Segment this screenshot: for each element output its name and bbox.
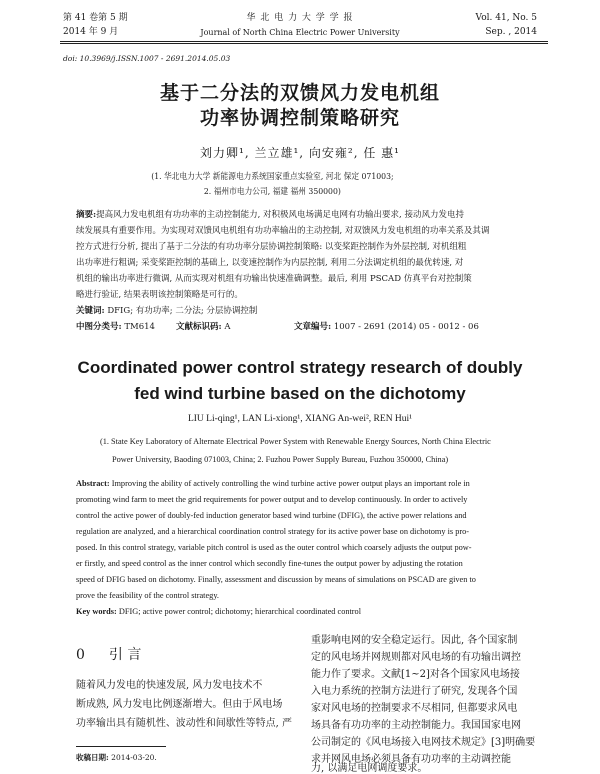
body-left-line2: 断成熟, 风力发电比例逐渐增大。但由于风电场 (76, 699, 283, 710)
abstract-en-line7: speed of DFIG based on dichotomy. Finally, assessment and discussion by means of simulations on PSCAD are given to (76, 575, 476, 584)
header-rule-bottom (60, 43, 548, 44)
body-left-line1: 随着风力发电的快速发展, 风力发电技术不 (76, 680, 263, 691)
keywords-cn: 关键词: DFIG; 有功功率; 二分法; 分层协调控制 (76, 306, 258, 316)
header-date-en: Sep. , 2014 (485, 27, 537, 37)
abstract-en-line1: Abstract: Improving the ability of actively controlling the wind turbine active power output plays an important role in (76, 479, 470, 488)
body-right-line6: 场具备有功功率的主动控制能力。我国国家电网 (311, 720, 521, 731)
abstract-cn-line6: 略进行验证, 结果表明该控制策略是可行的。 (76, 290, 243, 300)
body-right-line5: 家对风电场的控制要求不尽相同, 但都要求风电 (311, 703, 518, 714)
abstract-cn-label: 摘要: (76, 210, 97, 220)
authors-cn: 刘力卿¹, 兰立雄¹, 向安雍², 任 惠¹ (200, 146, 400, 160)
body-right-line8: 求并网风电场必须具备有功功率的主动调控能 (311, 754, 511, 765)
section-heading: 0 引 言 (76, 647, 142, 663)
header-volume: 第 41 卷第 5 期 (63, 13, 128, 23)
header-date: 2014 年 9 月 (63, 27, 119, 37)
abstract-cn-line4: 出功率进行粗调; 采变桨距控制的基础上, 以变速控制作为内层控制, 利用二分法调定机组的最优转速, 对 (76, 258, 464, 268)
abstract-en-line8: prove the feasibility of the control strategy. (76, 591, 219, 600)
body-right-line7: 公司制定的《风电场接入电网技术规定》[3]明确要 (311, 737, 536, 748)
title-cn-line2: 功率协调控制策略研究 (199, 107, 400, 129)
header-rule-top (60, 41, 548, 42)
affiliation-en-line2: Power University, Baoding 071003, China; 2. Fuzhou Power Supply Bureau, Fuzhou 350000, China) (112, 455, 449, 464)
title-en-line2: fed wind turbine based on the dichotomy (134, 384, 466, 403)
abstract-cn-line5: 机组的输出功率进行微调, 从而实现对机组有功输出快速准确调整。最后, 利用 PSCAD 仿真平台对控制策 (76, 274, 472, 284)
abstract-cn-line1: 摘要:提高风力发电机组有功功率的主动控制能力, 对积极风电场满足电网有功输出要求, 接动风力发电持 (76, 210, 464, 220)
body-right-line2: 定的风电场并网规则都对风电场的有功输出调控 (311, 652, 521, 663)
footnote-rule (76, 746, 166, 747)
abstract-en-line6: er firstly, and speed control as the inner control which secondly fine-tunes the output power by adjusting the rotation (76, 559, 463, 568)
title-cn-line1: 基于二分法的双馈风力发电机组 (159, 82, 440, 104)
classification-clc: 中图分类号: TM614 (76, 322, 155, 332)
classification-doc: 文献标识码: A (176, 322, 231, 332)
received-date: 收稿日期: 2014-03-20. (76, 753, 157, 762)
abstract-cn-line2: 续发展具有重要作用。为实现对双馈风电机组有功功率输出的主动控制, 对双馈风力发电机组的功率关系及其调 (76, 226, 490, 236)
journal-name-en: Journal of North China Electric Power University (200, 28, 400, 37)
abstract-en-line4: regulation are analyzed, and a hierarchical coordination control strategy for its active power base on dichotomy is pro- (76, 527, 470, 536)
abstract-en-line2: promoting wind farm to meet the grid requirements for power output and to develop continuously. In order to actively (76, 495, 468, 504)
body-right-line1: 重影响电网的安全稳定运行。因此, 各个国家制 (311, 635, 518, 646)
affiliation-cn-line2: 2. 福州市电力公司, 福建 福州 350000) (203, 187, 341, 197)
title-en-line1: Coordinated power control strategy research of doubly (77, 358, 523, 377)
journal-name-cn: 华 北 电 力 大 学 学 报 (246, 13, 354, 23)
keywords-en: Key words: DFIG; active power control; dichotomy; hierarchical coordinated control (76, 607, 362, 616)
abstract-en-label: Abstract: (76, 479, 110, 488)
authors-en: LIU Li-qing¹, LAN Li-xiong¹, XIANG An-wei², REN Hui¹ (187, 414, 413, 424)
affiliation-en-line1: (1. State Key Laboratory of Alternate Electrical Power System with Renewable Energy Sources, North China Electric (100, 437, 491, 446)
affiliation-cn-line1: (1. 华北电力大学 新能源电力系统国家重点实验室, 河北 保定 071003; (151, 172, 394, 182)
header-vol-en: Vol. 41, No. 5 (475, 13, 537, 23)
abstract-en-line5: posed. In this control strategy, variable pitch control is used as the outer control which coarsely adjusts the output pow- (76, 543, 472, 552)
classification-article: 文章编号: 1007 - 2691 (2014) 05 - 0012 - 06 (294, 322, 479, 332)
doi: doi: 10.3969/j.ISSN.1007 - 2691.2014.05.03 (63, 54, 231, 63)
abstract-cn-line3: 控方式进行分析, 提出了基于二分法的有功功率分层协调控制策略: 以变桨距控制作为外层控制, 对机组粗 (76, 242, 467, 252)
body-right-line3: 能力作了要求。文献[1~2]对各个国家风电场接 (311, 669, 520, 680)
body-right-line9: 力, 以满足电网调度要求。 (311, 763, 428, 774)
abstract-en-line3: control the active power of doubly-fed induction generator based wind turbine (DFIG), the active power relations and (76, 511, 467, 520)
body-right-line4: 入电力系统的控制方法进行了研究, 发现各个国 (311, 686, 518, 697)
body-left-line3: 功率输出具有随机性、波动性和间歇性等特点, 严 (76, 718, 292, 729)
